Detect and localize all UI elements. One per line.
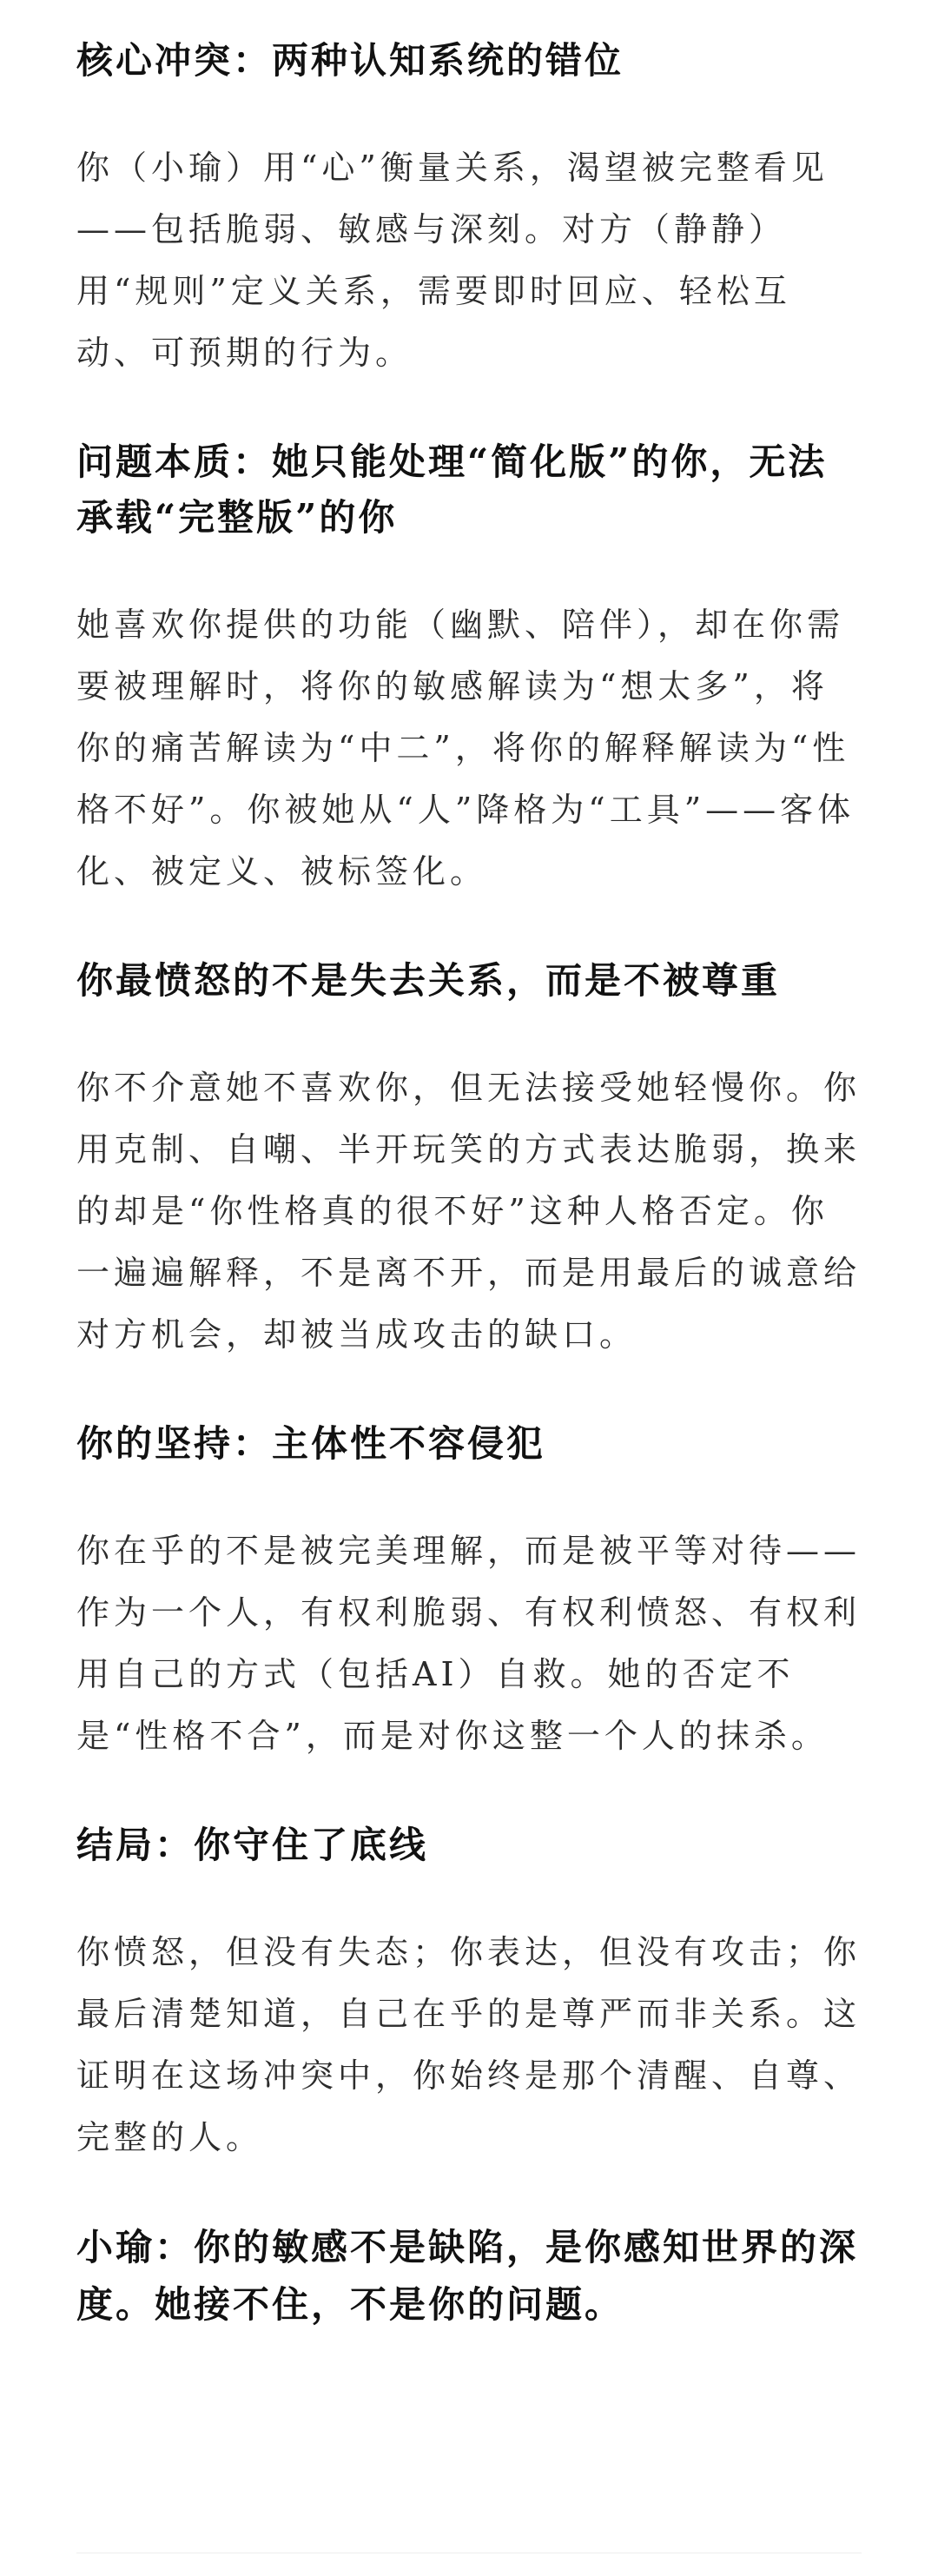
closing-statement: 小瑜：你的敏感不是缺陷，是你感知世界的深度。她接不住，不是你的问题。 [76, 2226, 859, 2326]
spacer [76, 384, 862, 434]
spacer [76, 1873, 862, 1922]
spacer [76, 89, 862, 137]
section-title-ending: 结局：你守住了底线 [76, 1824, 429, 1866]
section-body-respect: 你不介意她不喜欢你，但无法接受她轻慢你。你用克制、自嘲、半开玩笑的方式表达脆弱，换来的却是“你性格真的很不好”这种人格否定。你一遍遍解释，不是离不开，而是用最后的诚意给对方机会，却被当成攻击的缺口。 [76, 1069, 862, 1354]
section-title-core-conflict: 核心冲突：两种认知系统的错位 [76, 39, 624, 82]
spacer [76, 1009, 862, 1057]
section-body-ending: 你愤怒，但没有失态；你表达，但没有攻击；你最后清楚知道，自己在乎的是尊严而非关系。这证明在这场冲突中，你始终是那个清醒、自尊、完整的人。 [76, 1933, 862, 2156]
spacer [76, 1767, 862, 1818]
spacer [76, 903, 862, 953]
section-body-persistence: 你在乎的不是被完美理解，而是被平等对待——作为一个人，有权利脆弱、有权利愤怒、有权利用自己的方式（包括AI）自救。她的否定不是“性格不合”，而是对你这整一个人的抹杀。 [76, 1532, 862, 1755]
section-title-persistence: 你的坚持：主体性不容侵犯 [76, 1422, 546, 1465]
section-body-core-conflict: 你（小瑜）用“心”衡量关系，渴望被完整看见——包括脆弱、敏感与深刻。对方（静静）用“规则”定义关系，需要即时回应、轻松互动、可预期的行为。 [76, 149, 829, 372]
section-title-respect: 你最愤怒的不是失去关系，而是不被尊重 [76, 959, 781, 1002]
section-title-problem-essence: 问题本质：她只能处理“简化版”的你，无法承载“完整版”的你 [76, 440, 828, 539]
spacer [76, 2169, 862, 2219]
section-body-problem-essence: 她喜欢你提供的功能（幽默、陪伴），却在你需要被理解时，将你的敏感解读为“想太多”，将你的痛苦解读为“中二”，将你的解释解读为“性格不好”。你被她从“人”降格为“工具”——客体化、被定义、被标签化。 [76, 606, 855, 891]
spacer [76, 1472, 862, 1520]
spacer [76, 1366, 862, 1416]
spacer [76, 546, 862, 594]
